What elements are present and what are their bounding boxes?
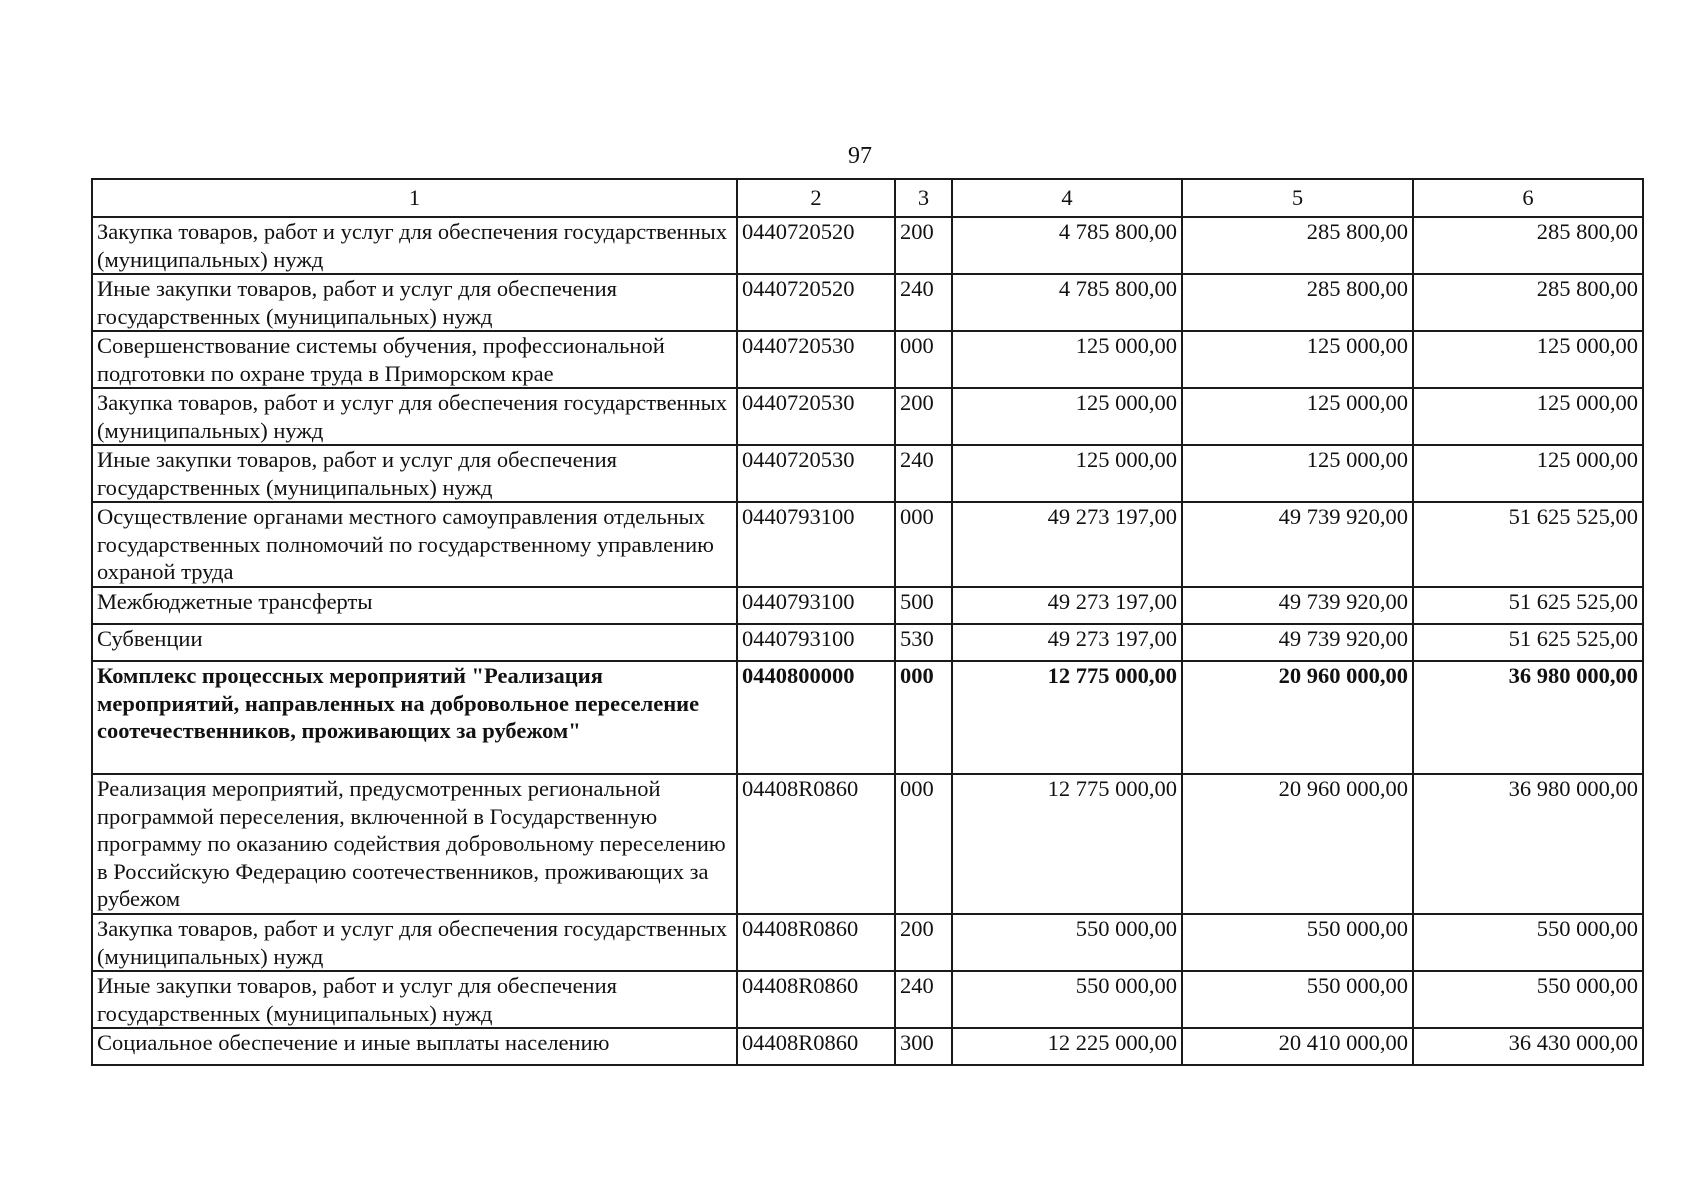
page-number: 97 bbox=[848, 143, 872, 169]
column-header: 3 bbox=[895, 179, 952, 217]
row-type: 000 bbox=[895, 774, 952, 914]
table-row bbox=[92, 445, 1643, 502]
column-header: 6 bbox=[1413, 179, 1643, 217]
table-row bbox=[92, 217, 1643, 274]
row-type: 240 bbox=[895, 274, 952, 331]
row-amount-5: 20 410 000,00 bbox=[1182, 1028, 1413, 1065]
row-amount-5: 49 739 920,00 bbox=[1182, 587, 1413, 624]
row-amount-5: 49 739 920,00 bbox=[1182, 624, 1413, 661]
row-amount-4: 12 775 000,00 bbox=[952, 774, 1182, 914]
row-amount-6: 125 000,00 bbox=[1413, 445, 1643, 502]
row-code: 04408R0860 bbox=[737, 971, 895, 1028]
row-amount-4: 550 000,00 bbox=[952, 914, 1182, 971]
row-amount-6: 51 625 525,00 bbox=[1413, 587, 1643, 624]
budget-table bbox=[91, 178, 1644, 1066]
row-type: 530 bbox=[895, 624, 952, 661]
row-name: Субвенции bbox=[92, 624, 737, 661]
row-amount-6: 125 000,00 bbox=[1413, 331, 1643, 388]
row-name: Иные закупки товаров, работ и услуг для обеспечения государственных (муниципальных) нужд bbox=[92, 445, 737, 502]
row-name: Совершенствование системы обучения, профессиональной подготовки по охране труда в Приморском крае bbox=[92, 331, 737, 388]
row-name: Закупка товаров, работ и услуг для обеспечения государственных (муниципальных) нужд bbox=[92, 914, 737, 971]
row-code: 0440720520 bbox=[737, 217, 895, 274]
row-amount-4: 4 785 800,00 bbox=[952, 274, 1182, 331]
row-amount-6: 125 000,00 bbox=[1413, 388, 1643, 445]
row-name: Реализация мероприятий, предусмотренных региональной программой переселения, включенной в Государственную программу по оказанию содействия добровольному переселению в Российскую Федерацию соотечественников, проживающих за рубежом bbox=[92, 774, 737, 914]
row-code: 04408R0860 bbox=[737, 774, 895, 914]
row-amount-5: 285 800,00 bbox=[1182, 274, 1413, 331]
row-name: Комплекс процессных мероприятий "Реализация мероприятий, направленных на добровольное переселение соотечественников, проживающих за рубежом" bbox=[92, 661, 737, 774]
row-amount-4: 49 273 197,00 bbox=[952, 587, 1182, 624]
row-type: 000 bbox=[895, 331, 952, 388]
row-amount-5: 125 000,00 bbox=[1182, 445, 1413, 502]
row-name: Иные закупки товаров, работ и услуг для обеспечения государственных (муниципальных) нужд bbox=[92, 971, 737, 1028]
row-code: 04408R0860 bbox=[737, 914, 895, 971]
row-code: 0440793100 bbox=[737, 624, 895, 661]
row-code: 0440793100 bbox=[737, 587, 895, 624]
row-amount-4: 49 273 197,00 bbox=[952, 502, 1182, 587]
row-name: Закупка товаров, работ и услуг для обеспечения государственных (муниципальных) нужд bbox=[92, 388, 737, 445]
row-amount-4: 49 273 197,00 bbox=[952, 624, 1182, 661]
row-type: 200 bbox=[895, 388, 952, 445]
row-amount-4: 125 000,00 bbox=[952, 331, 1182, 388]
row-code: 0440800000 bbox=[737, 661, 895, 774]
row-amount-5: 550 000,00 bbox=[1182, 914, 1413, 971]
row-amount-4: 12 775 000,00 bbox=[952, 661, 1182, 774]
row-amount-6: 550 000,00 bbox=[1413, 914, 1643, 971]
row-amount-6: 36 430 000,00 bbox=[1413, 1028, 1643, 1065]
row-type: 000 bbox=[895, 502, 952, 587]
row-amount-6: 550 000,00 bbox=[1413, 971, 1643, 1028]
row-amount-4: 12 225 000,00 bbox=[952, 1028, 1182, 1065]
row-type: 240 bbox=[895, 971, 952, 1028]
row-amount-5: 550 000,00 bbox=[1182, 971, 1413, 1028]
row-amount-5: 125 000,00 bbox=[1182, 331, 1413, 388]
column-header: 4 bbox=[952, 179, 1182, 217]
row-name: Межбюджетные трансферты bbox=[92, 587, 737, 624]
table-row bbox=[92, 774, 1643, 914]
table-header-row bbox=[92, 179, 1643, 217]
row-type: 300 bbox=[895, 1028, 952, 1065]
row-amount-6: 51 625 525,00 bbox=[1413, 624, 1643, 661]
row-type: 200 bbox=[895, 914, 952, 971]
row-amount-5: 20 960 000,00 bbox=[1182, 774, 1413, 914]
row-amount-6: 36 980 000,00 bbox=[1413, 774, 1643, 914]
row-amount-6: 285 800,00 bbox=[1413, 274, 1643, 331]
row-code: 0440793100 bbox=[737, 502, 895, 587]
column-header: 2 bbox=[737, 179, 895, 217]
table-row bbox=[92, 1028, 1643, 1065]
row-amount-4: 125 000,00 bbox=[952, 445, 1182, 502]
row-code: 0440720520 bbox=[737, 274, 895, 331]
row-amount-5: 285 800,00 bbox=[1182, 217, 1413, 274]
column-header: 5 bbox=[1182, 179, 1413, 217]
row-code: 0440720530 bbox=[737, 445, 895, 502]
table-row bbox=[92, 331, 1643, 388]
row-code: 0440720530 bbox=[737, 388, 895, 445]
row-type: 200 bbox=[895, 217, 952, 274]
row-amount-6: 36 980 000,00 bbox=[1413, 661, 1643, 774]
row-name: Иные закупки товаров, работ и услуг для обеспечения государственных (муниципальных) нужд bbox=[92, 274, 737, 331]
table-row bbox=[92, 274, 1643, 331]
row-name: Социальное обеспечение и иные выплаты населению bbox=[92, 1028, 737, 1065]
table-row bbox=[92, 624, 1643, 661]
row-code: 0440720530 bbox=[737, 331, 895, 388]
row-amount-6: 51 625 525,00 bbox=[1413, 502, 1643, 587]
row-amount-4: 125 000,00 bbox=[952, 388, 1182, 445]
table-row bbox=[92, 661, 1643, 774]
row-code: 04408R0860 bbox=[737, 1028, 895, 1065]
column-header: 1 bbox=[92, 179, 737, 217]
row-name: Осуществление органами местного самоуправления отдельных государственных полномочий по государственному управлению охраной труда bbox=[92, 502, 737, 587]
table-row bbox=[92, 971, 1643, 1028]
row-amount-5: 125 000,00 bbox=[1182, 388, 1413, 445]
table-row bbox=[92, 587, 1643, 624]
table-row bbox=[92, 502, 1643, 587]
row-amount-5: 20 960 000,00 bbox=[1182, 661, 1413, 774]
table-row bbox=[92, 914, 1643, 971]
row-type: 240 bbox=[895, 445, 952, 502]
row-amount-4: 4 785 800,00 bbox=[952, 217, 1182, 274]
row-amount-5: 49 739 920,00 bbox=[1182, 502, 1413, 587]
row-type: 000 bbox=[895, 661, 952, 774]
row-name: Закупка товаров, работ и услуг для обеспечения государственных (муниципальных) нужд bbox=[92, 217, 737, 274]
table-row bbox=[92, 388, 1643, 445]
row-amount-6: 285 800,00 bbox=[1413, 217, 1643, 274]
row-type: 500 bbox=[895, 587, 952, 624]
row-amount-4: 550 000,00 bbox=[952, 971, 1182, 1028]
